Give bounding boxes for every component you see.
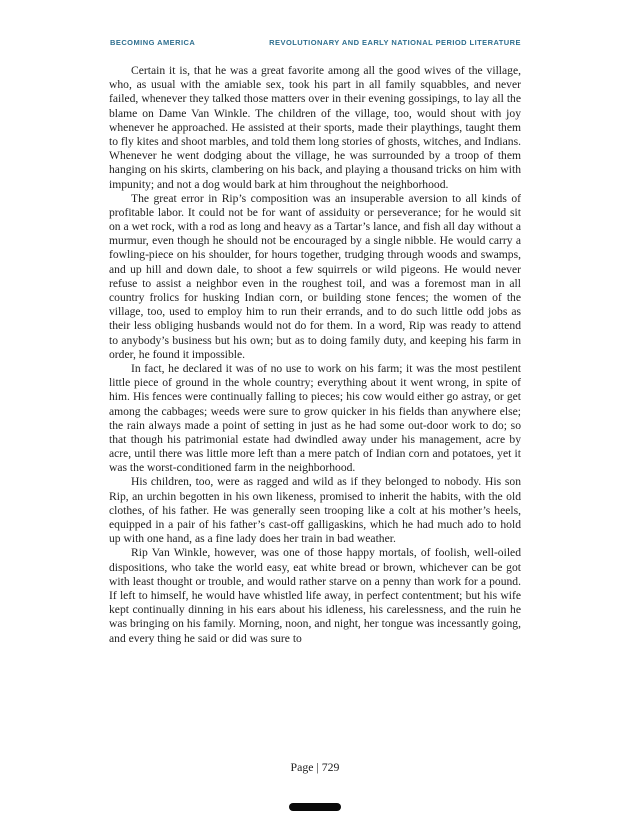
paragraph-1: Certain it is, that he was a great favorite among all the good wives of the village, who, as usual with the amiable sex, took his part in all family squabbles, and never failed, whenever they talked those matters over in their evening gossipings, to lay all the blame on Dame Van Winkle. The children of the village, too, would shout with joy whenever he approached. He assisted at their sports, made their playthings, taught them to fly kites and shoot marbles, and told them long stories of ghosts, witches, and Indians. Whenever he went dodging about the village, he was surrounded by a troop of them hanging on his skirts, clambering on his back, and playing a thousand tricks on him with impunity; and not a dog would bark at him throughout the neighborhood. [109, 64, 521, 191]
book-title: BECOMING AMERICA [110, 38, 196, 47]
page-text [109, 64, 521, 646]
running-header [110, 38, 521, 47]
paragraph-4: His children, too, were as ragged and wild as if they belonged to nobody. His son Rip, an urchin begotten in his own likeness, promised to inherit the habits, with the old clothes, of his father. He was generally seen trooping like a colt at his mother’s heels, equipped in a pair of his father’s cast-off galligaskins, which he had much ado to hold up with one hand, as a fine lady does her train in bad weather. [109, 475, 521, 546]
home-indicator-bar[interactable] [289, 803, 341, 811]
paragraph-3: In fact, he declared it was of no use to work on his farm; it was the most pestilent little piece of ground in the whole country; everything about it went wrong, in spite of him. His fences were continually falling to pieces; his cow would either go astray, or get among the cabbages; weeds were sure to grow quicker in his fields than anywhere else; the rain always made a point of setting in just as he had some out-door work to do; so that though his patrimonial estate had dwindled away under his management, acre by acre, until there was little more left than a mere patch of Indian corn and potatoes, yet it was the worst-conditioned farm in the neighborhood. [109, 361, 521, 475]
page-number [0, 760, 630, 775]
paragraph-5: Rip Van Winkle, however, was one of those happy mortals, of foolish, well-oiled dispositions, who take the world easy, eat white bread or brown, whichever can be got with least thought or trouble, and would rather starve on a penny than work for a pound. If left to himself, he would have whistled life away, in perfect contentment; but his wife kept continually dinning in his ears about his idleness, his carelessness, and the ruin he was bringing on his family. Morning, noon, and night, her tongue was incessantly going, and every thing he said or did was sure to [109, 546, 521, 645]
paragraph-2: The great error in Rip’s composition was an insuperable aversion to all kinds of profitable labor. It could not be for want of assiduity or perseverance; for he would sit on a wet rock, with a rod as long and heavy as a Tartar’s lance, and fish all day without a murmur, even though he should not be encouraged by a single nibble. He would carry a fowling-piece on his shoulder, for hours together, trudging through woods and swamps, and up hill and down dale, to shoot a few squirrels or wild pigeons. He would never refuse to assist a neighbor even in the roughest toil, and was a foremost man in all country frolics for husking Indian corn, or building stone fences; the women of the village, too, used to employ him to run their errands, and to do such little odd jobs as their less obliging husbands would not do for them. In a word, Rip was ready to attend to anybody’s business but his own; but as to doing family duty, and keeping his farm in order, he found it impossible. [109, 191, 521, 361]
section-title: REVOLUTIONARY AND EARLY NATIONAL PERIOD LITERATURE [269, 38, 521, 47]
page-number-label: Page | 729 [290, 760, 340, 774]
